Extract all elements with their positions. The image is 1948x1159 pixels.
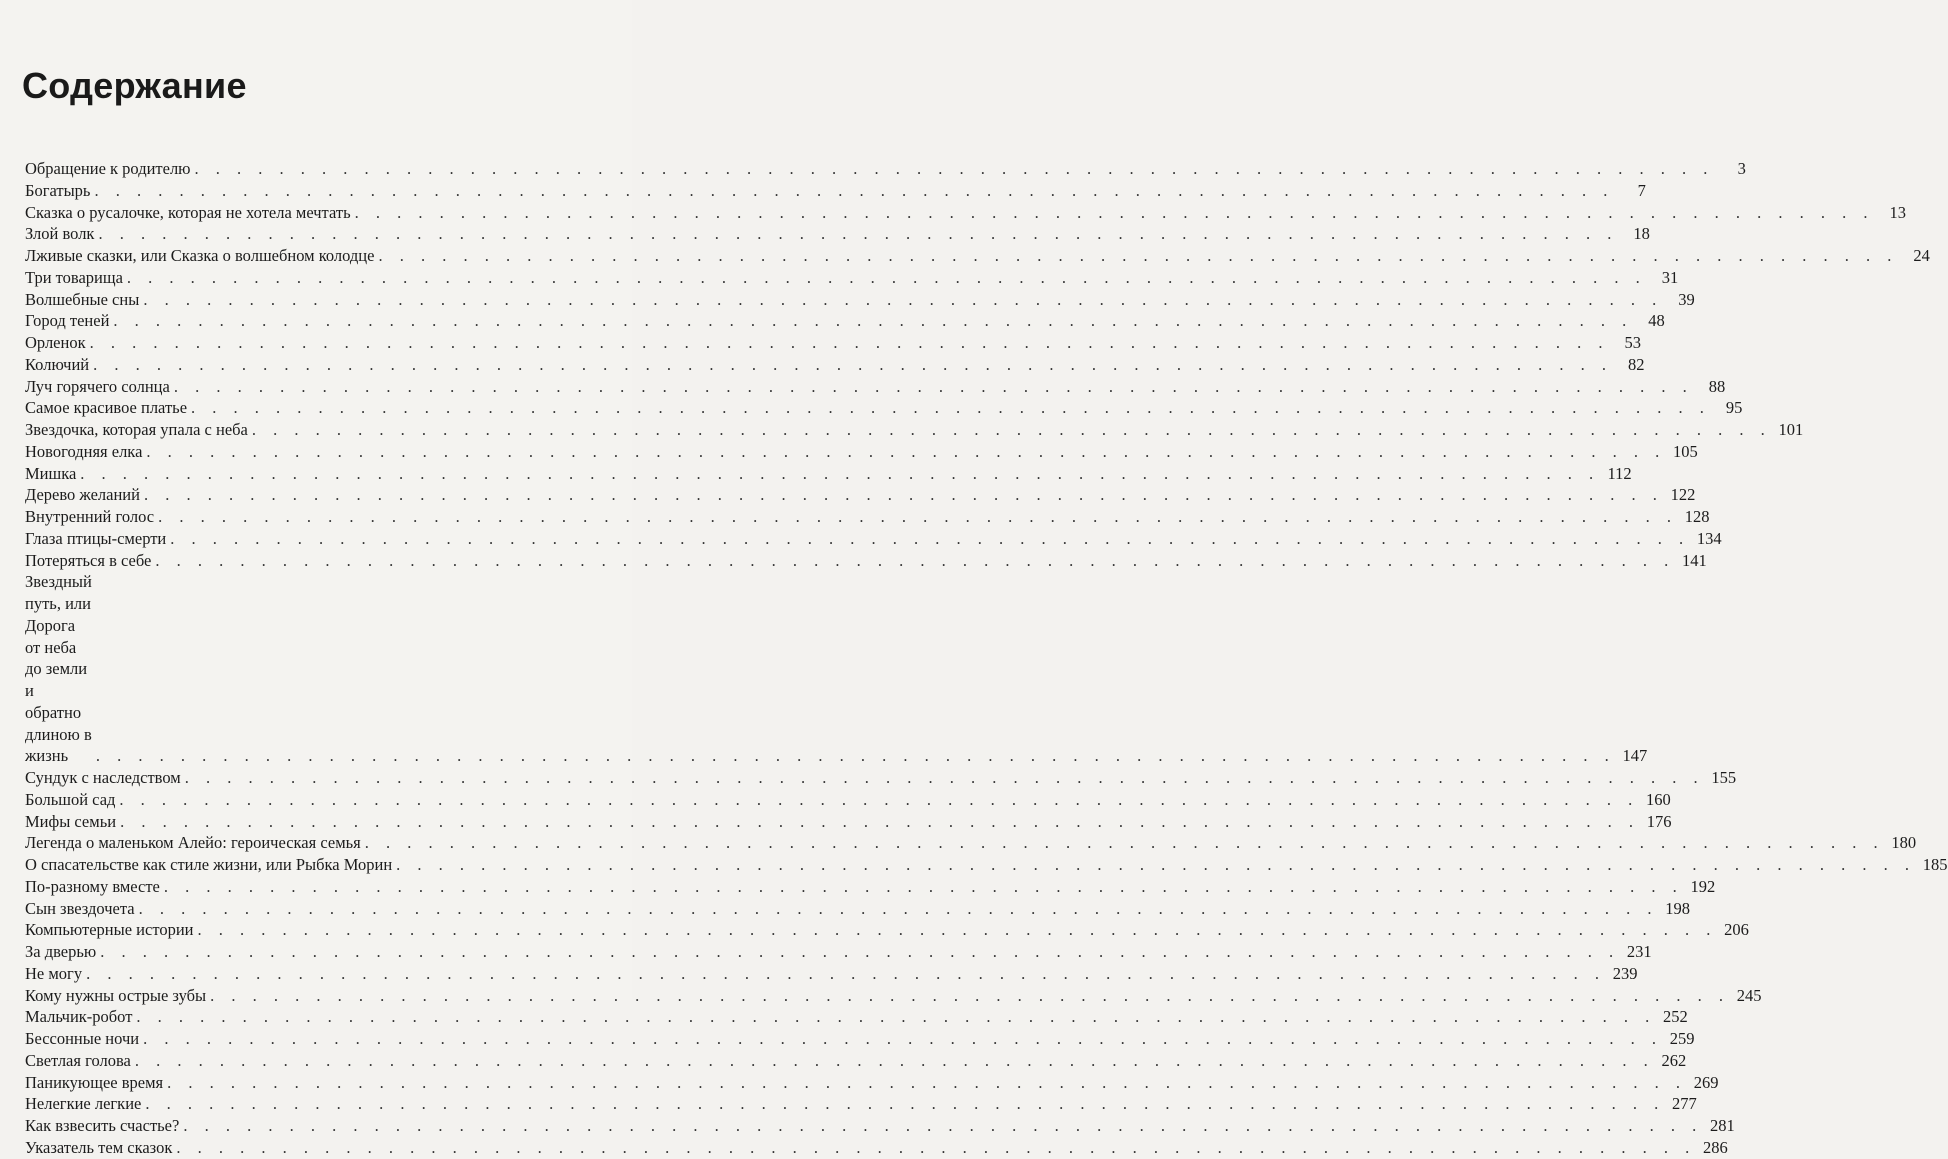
toc-entry [25, 289, 1695, 311]
toc-entry [25, 506, 1710, 528]
dot-leader [155, 550, 1674, 572]
toc-entry-page: 141 [1682, 550, 1707, 570]
toc-entry-page: 147 [1622, 746, 1648, 766]
dot-leader [197, 919, 1716, 941]
toc-entry-page: 286 [1702, 1137, 1728, 1157]
toc-entry-title: Паникующее время [25, 1072, 164, 1092]
toc-entry-title: Указатель тем сказок [25, 1137, 173, 1157]
dot-leader [365, 832, 1884, 854]
table-of-contents [25, 158, 1948, 1159]
dot-leader [96, 745, 1615, 767]
toc-entry-title: Мишка [25, 463, 77, 483]
toc-entry-page: 3 [1737, 159, 1746, 178]
dot-leader [93, 354, 1612, 376]
dot-leader [94, 180, 1613, 202]
toc-entry-page: 31 [1661, 267, 1679, 287]
toc-entry [25, 1028, 1695, 1050]
toc-entry [25, 898, 1690, 920]
toc-entry-page: 252 [1663, 1007, 1688, 1027]
dot-leader [145, 1093, 1664, 1115]
dot-leader [143, 289, 1662, 311]
toc-entry-title: Сказка о русалочке, которая не хотела мечтать [25, 202, 351, 222]
dot-leader [90, 332, 1609, 354]
toc-entry-title: Луч горячего солнца [25, 376, 170, 396]
toc-entry-page: 259 [1669, 1029, 1695, 1048]
toc-entry-page: 180 [1891, 833, 1917, 853]
toc-entry-title: Звездочка, которая упала с неба [25, 420, 248, 439]
toc-entry-title: Кому нужны острые зубы [25, 985, 207, 1005]
toc-entry-title: Волшебные сны [25, 289, 140, 309]
toc-entry-page: 18 [1633, 224, 1650, 244]
toc-entry-title: Сундук с наследством [25, 768, 181, 787]
dot-leader [80, 463, 1599, 485]
toc-entry-title: Мифы семьи [25, 811, 117, 831]
toc-entry-page: 262 [1661, 1050, 1687, 1070]
toc-entry [25, 267, 1679, 289]
toc-entry-page: 269 [1693, 1072, 1719, 1092]
toc-entry-page: 245 [1736, 985, 1762, 1005]
toc-entry-title: Нелегкие легкие [25, 1094, 142, 1114]
toc-entry-page: 105 [1673, 441, 1698, 461]
toc-entry [25, 223, 1650, 245]
toc-entry-page: 95 [1725, 398, 1743, 418]
toc-entry-title: Как взвесить счастье? [25, 1116, 180, 1135]
dot-leader [136, 1006, 1655, 1028]
toc-entry-title: Большой сад [25, 789, 116, 809]
toc-entry-page: 155 [1711, 768, 1737, 787]
toc-entry-title: Орленок [25, 333, 86, 352]
toc-entry-title: Самое красивое платье [25, 398, 188, 418]
toc-entry-title: Звездный путь, или Дорога от неба до земли и обратно длиною в жизнь [25, 572, 92, 766]
toc-entry-page: 176 [1646, 811, 1672, 831]
dot-leader [185, 767, 1704, 789]
toc-entry-title: Внутренний голос [25, 507, 155, 526]
dot-leader [183, 1115, 1702, 1137]
dot-leader [195, 158, 1714, 180]
toc-entry-page: 82 [1627, 354, 1645, 374]
toc-entry [25, 854, 1948, 876]
toc-entry [25, 571, 1648, 767]
dot-leader [396, 854, 1915, 876]
toc-entry-title: Обращение к родителю [25, 159, 191, 178]
toc-entry-title: Легенда о маленьком Алейо: героическая семья [25, 833, 361, 853]
toc-entry-page: 281 [1709, 1116, 1735, 1135]
dot-leader [167, 1072, 1686, 1094]
dot-leader [139, 898, 1658, 920]
toc-entry [25, 876, 1716, 898]
dot-leader [191, 397, 1710, 419]
dot-leader [164, 876, 1683, 898]
toc-entry-title: Компьютерные истории [25, 920, 194, 940]
toc-entry [25, 1050, 1687, 1072]
toc-entry [25, 310, 1665, 332]
toc-entry [25, 832, 1917, 854]
toc-entry-page: 112 [1607, 463, 1632, 483]
toc-entry [25, 919, 1749, 941]
toc-entry-title: Лживые сказки, или Сказка о волшебном колодце [25, 246, 375, 265]
dot-leader [120, 811, 1639, 833]
toc-entry [25, 180, 1646, 202]
toc-entry-page: 160 [1646, 789, 1671, 809]
toc-entry-page: 206 [1724, 920, 1749, 940]
toc-entry [25, 397, 1743, 419]
toc-entry-page: 39 [1678, 289, 1695, 309]
toc-entry-title: По-разному вместе [25, 876, 160, 896]
dot-leader [378, 245, 1897, 267]
toc-entry [25, 354, 1645, 376]
dot-leader [127, 267, 1646, 289]
toc-entry-title: Потеряться в себе [25, 550, 152, 570]
toc-entry-title: Город теней [25, 311, 110, 331]
toc-entry-page: 128 [1684, 507, 1710, 526]
toc-entry-page: 101 [1778, 420, 1804, 439]
toc-entry-page: 122 [1670, 485, 1696, 505]
toc-entry-page: 231 [1626, 942, 1652, 961]
dot-leader [100, 941, 1619, 963]
toc-entry-page: 239 [1612, 963, 1638, 983]
toc-entry [25, 158, 1746, 180]
toc-entry-page: 13 [1889, 202, 1906, 222]
toc-entry-page: 24 [1913, 246, 1930, 265]
toc-entry [25, 1093, 1697, 1115]
toc-entry-page: 88 [1708, 376, 1726, 396]
toc-entry [25, 376, 1726, 398]
toc-entry [25, 1137, 1728, 1159]
dot-leader [135, 1050, 1654, 1072]
dot-leader [113, 310, 1632, 332]
toc-entry-page: 185 [1922, 855, 1948, 874]
toc-entry-title: Глаза птицы-смерти [25, 528, 167, 548]
toc-entry-page: 134 [1696, 528, 1722, 548]
dot-leader [210, 985, 1729, 1007]
toc-entry [25, 202, 1906, 224]
toc-entry [25, 1072, 1719, 1094]
toc-entry-title: Злой волк [25, 224, 95, 244]
dot-leader [158, 506, 1677, 528]
toc-entry-title: За дверью [25, 942, 97, 961]
dot-leader [143, 1028, 1662, 1050]
toc-entry [25, 789, 1671, 811]
toc-entry [25, 1006, 1688, 1028]
toc-entry [25, 528, 1722, 550]
dot-leader [355, 202, 1874, 224]
toc-entry-title: Новогодняя елка [25, 441, 143, 461]
toc-entry [25, 767, 1737, 789]
dot-leader [252, 419, 1771, 441]
toc-entry-title: Дерево желаний [25, 485, 140, 505]
toc-entry [25, 941, 1652, 963]
toc-entry-title: Колючий [25, 354, 90, 374]
toc-entry-page: 53 [1624, 333, 1641, 352]
dot-leader [119, 789, 1638, 811]
toc-entry [25, 963, 1638, 985]
dot-leader [146, 441, 1665, 463]
dot-leader [144, 484, 1663, 506]
toc-entry-page: 277 [1671, 1094, 1697, 1114]
toc-entry [25, 1115, 1735, 1137]
toc-entry-title: Богатырь [25, 180, 91, 200]
toc-entry-page: 7 [1637, 180, 1646, 200]
toc-entry [25, 419, 1804, 441]
dot-leader [174, 376, 1693, 398]
dot-leader [86, 963, 1605, 985]
toc-entry [25, 550, 1707, 572]
dot-leader [98, 223, 1617, 245]
toc-entry [25, 463, 1632, 485]
toc-entry-title: Светлая голова [25, 1050, 131, 1070]
toc-entry-page: 48 [1648, 311, 1665, 331]
toc-entry-title: Сын звездочета [25, 898, 135, 918]
toc-entry-page: 198 [1665, 898, 1690, 918]
toc-entry-title: Три товарища [25, 267, 123, 287]
toc-entry [25, 441, 1698, 463]
toc-entry-title: Бессонные ночи [25, 1029, 140, 1048]
toc-entry [25, 985, 1762, 1007]
toc-entry-page: 192 [1690, 876, 1716, 896]
toc-entry [25, 245, 1930, 267]
toc-entry [25, 811, 1672, 833]
dot-leader [176, 1137, 1695, 1159]
dot-leader [170, 528, 1689, 550]
toc-entry-title: Не могу [25, 963, 83, 983]
toc-entry-title: Мальчик-робот [25, 1007, 133, 1027]
toc-entry [25, 484, 1696, 506]
toc-entry-title: О спасательстве как стиле жизни, или Рыбка Морин [25, 855, 393, 874]
toc-entry [25, 332, 1641, 354]
page-title: Содержание [22, 65, 247, 106]
